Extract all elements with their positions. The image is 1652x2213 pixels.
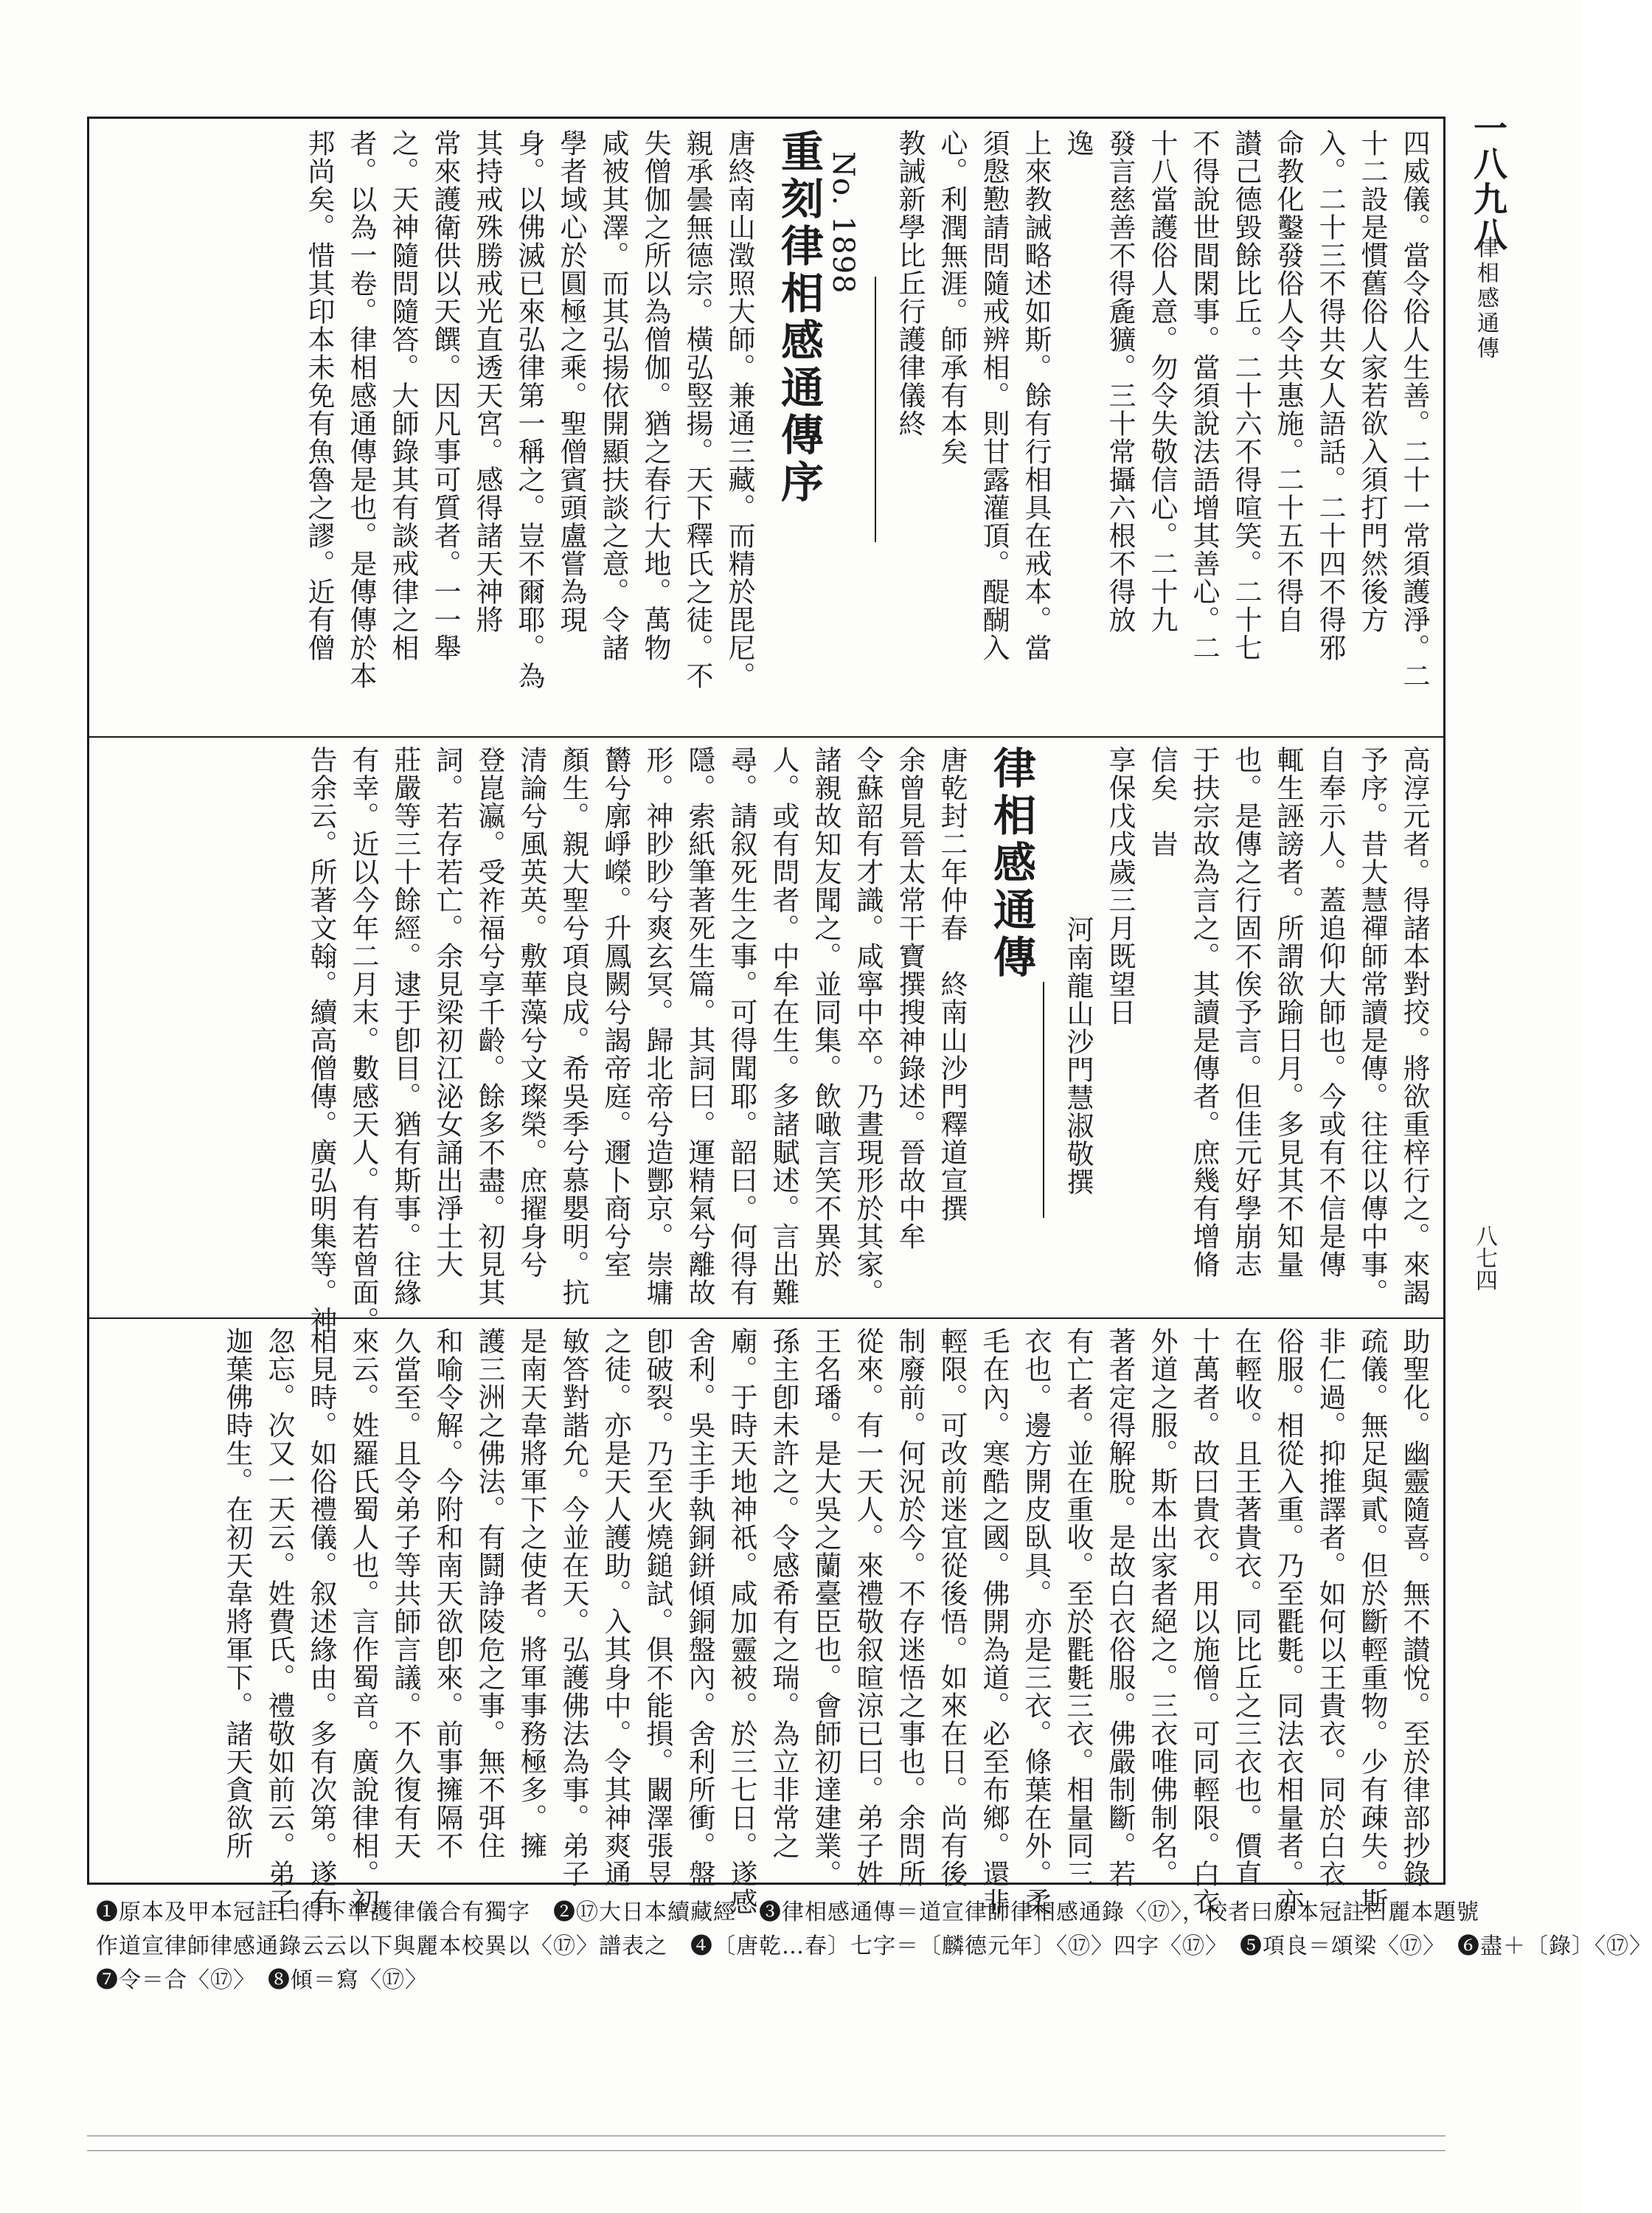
text-column: 入。二十三不得共女人語話。二十四不得邪 xyxy=(1314,129,1346,662)
text-column: 迦葉佛時生。在初天韋將軍下。諸天貪欲所 xyxy=(221,1327,253,1860)
footnote-line: ❶原本及甲本冠註曰得下準護律儀合有獨字 ❷⑰大日本續藏經 ❸律相感通傳＝道宣律師律相感通錄〈⑰〉，校者曰原本冠註曰麗本題號 xyxy=(96,1899,1479,1925)
text-column: 衣也。邊方開皮臥具。亦是三衣。條葉在外。柔 xyxy=(1020,1327,1052,1916)
text-column: 久當至。且令弟子等共師言議。不久復有天 xyxy=(389,1327,421,1860)
text-column: 忽忘。次又一天云。姓費氏。禮敬如前云。弟子 xyxy=(263,1327,295,1916)
text-column: 在輕收。且王著貴衣。同比丘之三衣也。價直 xyxy=(1230,1327,1262,1888)
side-folio-number: 八七四 xyxy=(1471,1225,1497,1291)
text-column: 輒生誣謗者。所謂欲踰日月。多見其不知量 xyxy=(1272,746,1304,1278)
text-column: 也。是傳之行固不俟予言。但佳元好學崩志 xyxy=(1230,746,1262,1278)
text-column: 高淳元者。得諸本對挍。將欲重梓行之。來謁 xyxy=(1398,746,1430,1306)
text-column: 咸被其澤。而其弘揚依開顯扶談之意。令諸 xyxy=(597,129,629,662)
text-column: 其持戒殊勝戒光直透天宮。感得諸天神將 xyxy=(471,129,503,634)
text-column: 俗服。相從入重。乃至氍氀。同法衣相量者。亦 xyxy=(1272,1327,1304,1916)
text-column: 之徒。亦是天人護助。入其身中。令其神爽通 xyxy=(600,1327,631,1888)
text-column: 身。以佛滅已來弘律第一稱之。豈不爾耶。為 xyxy=(513,129,545,690)
text-column: 自奉示人。蓋追仰大師也。今或有不信是傳 xyxy=(1314,746,1346,1278)
running-head: 律相感通傳 xyxy=(1473,236,1499,361)
text-column: 尋。請叙死生之事。可得聞耶。韶曰。何得有 xyxy=(726,746,757,1306)
text-column: 從來。有一天人。來禮敬叙暄涼已曰。弟子姓 xyxy=(852,1327,884,1888)
text-end-column: 教誡新學比丘行護律儀終 xyxy=(894,129,926,437)
text-column: 親承曇無德宗。橫弘竪揚。天下釋氏之徒。不 xyxy=(681,129,713,690)
text-column: 毛在內。寒酷之國。佛開為道。必至布鄉。還非 xyxy=(978,1327,1010,1916)
text-column: 命教化鑿發俗人令共惠施。二十五不得自 xyxy=(1272,129,1304,634)
text-column: 來云。姓羅氏蜀人也。言作蜀音。廣說律相。初 xyxy=(347,1327,379,1916)
author-line: 唐乾封二年仲春 終南山沙門釋道宣撰 xyxy=(936,746,968,1222)
text-column: 之。天神隨問隨答。大師錄其有談戒律之相 xyxy=(387,129,419,662)
text-column: 余曾見晉太常干寶撰搜神錄述。晉故中牟 xyxy=(894,746,926,1250)
text-column: 助聖化。幽靈隨喜。無不讃悅。至於律部抄錄 xyxy=(1398,1327,1430,1888)
text-column: 欝兮廓崢嶸。升鳳闕兮謁帝庭。邇卜商兮室 xyxy=(600,746,631,1278)
text-column: 護三洲之佛法。有鬪諍陵危之事。無不弭住 xyxy=(473,1327,505,1860)
text-column: 和喻令解。今附和南天欲卽來。前事擁隔不 xyxy=(431,1327,463,1860)
text-column: 顏生。親大聖兮項良成。希吳季兮慕嬰明。抗 xyxy=(558,746,589,1306)
text-column: 須慇懃請問隨戒辨相。則甘露灌頂。醍醐入 xyxy=(978,129,1010,662)
text-column: 形。神眇眇兮爽玄冥。歸北帝兮造酆京。崇墉 xyxy=(642,746,673,1306)
text-column: 常來護衛供以天饌。因凡事可質者。一一舉 xyxy=(429,129,461,662)
text-column: 清論兮風英英。敷華藻兮文璨榮。庶擢身兮 xyxy=(516,746,547,1278)
text-column: 十萬者。故曰貴衣。用以施僧。可同輕限。白衣 xyxy=(1188,1327,1220,1916)
preface-date: 享保戊戌歲三月既望日 xyxy=(1104,746,1136,1026)
text-column: 上來教誡略述如斯。餘有行相具在戒本。當 xyxy=(1020,129,1052,662)
text-column: 隱。索紙筆著死生篇。其詞曰。運精氣兮離故 xyxy=(684,746,715,1306)
upper-register xyxy=(100,129,1434,727)
text-column: 孫主卽未許之。令感希有之瑞。為立非常之 xyxy=(768,1327,799,1860)
text-column: 者。以為一卷。律相感通傳是也。是傳傳於本 xyxy=(345,129,377,690)
text-column: 告余云。所著文翰。續高僧傳。廣弘明集等。神 xyxy=(305,746,337,1334)
text-column: 失僧伽之所以為僧伽。猶之春行大地。萬物 xyxy=(639,129,671,662)
text-column: 發言慈善不得麁獷。三十常攝六根不得放 xyxy=(1104,129,1136,634)
section-separator-line xyxy=(1043,982,1044,1218)
text-number: No. 1898 xyxy=(826,151,860,294)
text-column: 心。利潤無涯。師承有本矣 xyxy=(936,129,968,465)
text-column: 舍利。吳主手執銅鉼傾銅盤內。舍利所衝。盤 xyxy=(684,1327,715,1888)
text-column: 有亡者。並在重收。至於氍氀三衣。相量同三 xyxy=(1062,1327,1094,1888)
text-column: 登崑瀛。受祚福兮享千齡。餘多不盡。初見其 xyxy=(473,746,505,1306)
text-column: 相見時。如俗禮儀。叙述緣由。多有次第。遂有 xyxy=(305,1327,337,1916)
text-column: 信矣 旹 xyxy=(1146,746,1178,858)
text-column: 諸親故知友聞之。並同集。飲噉言笑不異於 xyxy=(810,746,841,1278)
text-column: 敏答對諧允。今並在天。弘護佛法為事。弟子 xyxy=(558,1327,589,1888)
section-separator-line xyxy=(875,277,876,542)
text-column: 予序。昔大慧禪師常讀是傳。往往以傳中事。 xyxy=(1356,746,1388,1306)
text-column: 人。或有問者。中牟在生。多諸賦述。言出難 xyxy=(768,746,799,1306)
register-divider-2 xyxy=(89,1317,1443,1319)
middle-register xyxy=(100,746,1434,1334)
text-column: 疏儀。無足與貳。但於斷輕重物。少有疎失。斯 xyxy=(1356,1327,1388,1916)
text-column: 令蘇韶有才識。咸寧中卒。乃晝現形於其家。 xyxy=(852,746,884,1306)
text-column: 有幸。近以今年二月末。數感天人。有若曾面。 xyxy=(347,746,379,1334)
text-column: 學者域心於圓極之乘。聖僧賓頭盧嘗為現 xyxy=(555,129,587,634)
text-column: 輕限。可改前迷宜從後悟。如來在日。尚有後 xyxy=(936,1327,968,1888)
footnote-line: 作道宣律師律感通錄云云以下與麗本校異以〈⑰〉譜表之 ❹〔唐乾…春〕七字＝〔麟德元年〕〈⑰〉四字〈⑰〉 ❺項良＝頌梁〈⑰〉 ❻盡＋〔錄〕〈⑰〉 xyxy=(96,1933,1652,1959)
text-column: 著者定得解脫。是故白衣俗服。佛嚴制斷。若 xyxy=(1104,1327,1136,1888)
text-column: 不得說世間閑事。當須說法語增其善心。二 xyxy=(1188,129,1220,662)
text-column: 莊嚴等三十餘經。逮于卽目。猶有斯事。往緣 xyxy=(389,746,421,1306)
text-column: 十八當護俗人意。勿令失敬信心。二十九 xyxy=(1146,129,1178,634)
text-column: 制廢前。何況於今。不存迷悟之事也。余問所 xyxy=(894,1327,926,1888)
text-column: 邦尚矣。惜其印本未免有魚魯之謬。近有僧 xyxy=(303,129,335,662)
text-column: 十二設是慣舊俗人家若欲入須打門然後方 xyxy=(1356,129,1388,634)
text-column: 外道之服。斯本出家者絕之。三衣唯佛制名。 xyxy=(1146,1327,1178,1888)
text-column: 讃己德毀餘比丘。二十六不得喧笑。二十七 xyxy=(1230,129,1262,662)
preface-title: 重刻律相感通傳序 xyxy=(774,129,824,507)
text-column: 是南天韋將軍下之使者。將軍事務極多。擁 xyxy=(516,1327,547,1860)
footnotes xyxy=(96,1896,1652,1998)
text-column: 逸 xyxy=(1062,129,1094,157)
text-column: 王名璠。是大吳之蘭臺臣也。會師初達建業。 xyxy=(810,1327,841,1888)
text-column: 詞。若存若亡。余見梁初江泌女誦出淨土大 xyxy=(431,746,463,1278)
preface-signature: 河南龍山沙門慧淑敬撰 xyxy=(1062,915,1094,1196)
text-column: 四威儀。當令俗人生善。二十一常須護淨。二 xyxy=(1398,129,1430,690)
text-column: 卽破裂。乃至火燒鎚試。俱不能損。闞澤張昱 xyxy=(642,1327,673,1888)
text-column: 于扶宗故為言之。其讀是傳者。庶幾有增脩 xyxy=(1188,746,1220,1278)
register-divider-1 xyxy=(89,736,1443,738)
page-number: 一八九八 xyxy=(1468,111,1508,252)
text-title: 律相感通傳 xyxy=(986,746,1036,982)
text-column: 唐終南山澂照大師。兼通三藏。而精於毘尼。 xyxy=(723,129,755,690)
footnote-line: ❼令＝合〈⑰〉 ❽傾＝寫〈⑰〉 xyxy=(96,1967,428,1993)
text-column: 廟。于時天地神祇。咸加靈被。於三七日。遂感 xyxy=(726,1327,757,1916)
bottom-rule xyxy=(87,2150,1446,2151)
text-column: 非仁過。抑推譯者。如何以王貴衣。同於白衣 xyxy=(1314,1327,1346,1888)
